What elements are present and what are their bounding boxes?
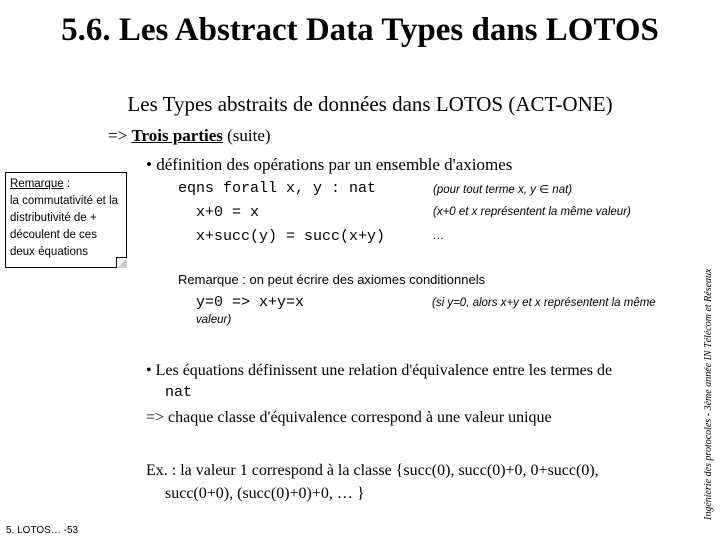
conditional-code: y=0 => x+y=x xyxy=(196,294,305,311)
equation-code-2: x+0 = x xyxy=(196,204,260,221)
page-subtitle: Les Types abstraits de données dans LOTOS (ACT-ONE) xyxy=(127,92,613,116)
section-suffix: (suite) xyxy=(222,126,271,145)
remark-title-suffix: : xyxy=(63,178,71,190)
remark-callout xyxy=(5,172,127,268)
arrow-prefix: => xyxy=(108,126,132,145)
section-emphasis: Trois parties xyxy=(131,126,223,145)
section-heading xyxy=(108,126,271,146)
bullet-definition: • définition des opérations par un ensemble d'axiomes xyxy=(146,155,513,174)
page-title: 5.6. Les Abstract Data Types dans LOTOS xyxy=(61,12,659,48)
equation-note-3: … xyxy=(433,230,445,242)
bullet-equivalence: • Les équations définissent une relation d'équivalence entre les termes de xyxy=(146,362,613,379)
remark-body: la commutativité et la distributivité de + découlent de ces deux équations xyxy=(10,195,119,258)
conditional-note-2: valeur) xyxy=(196,314,232,326)
page-fold-icon xyxy=(116,257,127,268)
remark-title: Remarque xyxy=(10,178,64,190)
side-course-title: Ingénierie des protocoles - 3ème année IN Télécom et Réseaux xyxy=(703,268,714,520)
equivalence-class-line: => chaque classe d'équivalence correspond à une valeur unique xyxy=(146,409,552,426)
slide-footer: 5. LOTOS… -53 xyxy=(6,525,79,536)
equation-note-1: (pour tout terme x, y ∈ nat) xyxy=(433,184,573,196)
equation-note-2: (x+0 et x représentent la même valeur) xyxy=(433,206,631,218)
conditional-note-1: (si y=0, alors x+y et x représentent la même xyxy=(432,297,656,309)
bullet-equivalence-code: nat xyxy=(165,384,193,401)
equation-code-1: eqns forall x, y : nat xyxy=(178,180,377,197)
conditional-remark: Remarque : on peut écrire des axiomes conditionnels xyxy=(178,272,486,287)
equation-code-3: x+succ(y) = succ(x+y) xyxy=(196,228,386,245)
example-line-2: succ(0+0), (succ(0)+0)+0, … } xyxy=(165,485,365,502)
example-line-1: Ex. : la valeur 1 correspond à la classe {succ(0), succ(0)+0, 0+succ(0), xyxy=(146,462,599,479)
